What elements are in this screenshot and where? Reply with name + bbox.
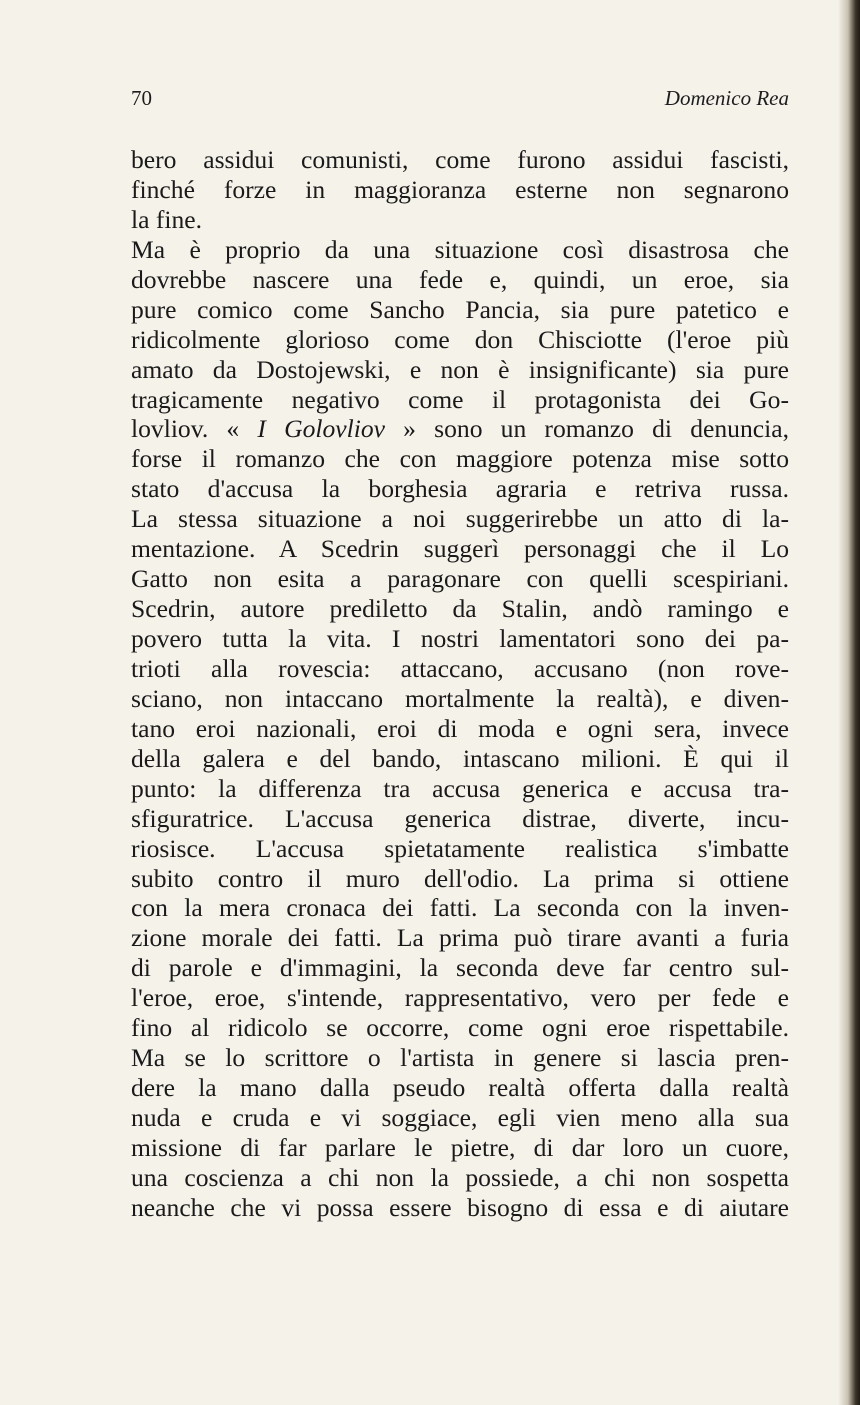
text-line: con la mera cronaca dei fatti. La seconda con la inven- (131, 893, 789, 923)
text-line: zione morale dei fatti. La prima può tirare avanti a furia (131, 923, 789, 953)
text-line: tragicamente negativo come il protagonista dei Go- (131, 384, 789, 414)
text-line: dovrebbe nascere una fede e, quindi, un eroe, sia (131, 264, 789, 294)
book-title: I Golovliov (257, 414, 386, 444)
text-line: sfiguratrice. L'accusa generica distrae, diverte, incu- (131, 803, 789, 833)
text-line: subito contro il muro dell'odio. La prima si ottiene (131, 863, 789, 893)
text-line: Ma è proprio da una situazione così disastrosa che (131, 234, 789, 264)
text-line: l'eroe, eroe, s'intende, rappresentativo, vero per fede e (131, 983, 789, 1013)
text-line: della galera e del bando, intascano milioni. È qui il (131, 743, 789, 773)
text-line: neanche che vi possa essere bisogno di essa e di aiutare (131, 1192, 789, 1222)
text-line: punto: la differenza tra accusa generica e accusa tra- (131, 773, 789, 803)
text-line: La stessa situazione a noi suggerirebbe un atto di la- (131, 504, 789, 534)
text-line: povero tutta la vita. I nostri lamentatori sono dei pa- (131, 624, 789, 653)
text-line: stato d'accusa la borghesia agraria e retriva russa. (131, 474, 789, 504)
text-line: di parole e d'immagini, la seconda deve far centro sul- (131, 953, 789, 983)
text-line: missione di far parlare le pietre, di dar loro un cuore, (131, 1132, 789, 1162)
text-line: una coscienza a chi non la possiede, a chi non sospetta (131, 1162, 789, 1192)
text-line: Scedrin, autore prediletto da Stalin, andò ramingo e (131, 594, 789, 624)
text-line: Gatto non esita a paragonare con quelli scespiriani. (131, 564, 789, 594)
text-line: la fine. (131, 204, 203, 234)
text-line: nuda e cruda e vi soggiace, egli vien meno alla sua (131, 1103, 789, 1132)
text-line: riosisce. L'accusa spietatamente realistica s'imbatte (131, 833, 789, 863)
text-line: bero assidui comunisti, come furono assidui fascisti, (131, 145, 789, 174)
body-text (131, 145, 789, 1223)
text-line: lovliov. « I Golovliov » sono un romanzo di denuncia, (131, 414, 789, 444)
text-line: mentazione. A Scedrin suggerì personaggi che il Lo (131, 534, 789, 564)
text-line: trioti alla rovescia: attaccano, accusano (non rove- (131, 653, 789, 683)
text-line: ridicolmente glorioso come don Chisciotte (l'eroe più (131, 324, 789, 354)
page-header (131, 84, 789, 114)
text-line: fino al ridicolo se occorre, come ogni eroe rispettabile. (131, 1013, 789, 1043)
page-edge-shadow (838, 0, 860, 1405)
page-number: 70 (131, 86, 152, 110)
text-line: tano eroi nazionali, eroi di moda e ogni sera, invece (131, 713, 789, 743)
text-line: pure comico come Sancho Pancia, sia pure patetico e (131, 294, 789, 324)
text-line: Ma se lo scrittore o l'artista in genere si lascia pren- (131, 1043, 789, 1073)
text-line: sciano, non intaccano mortalmente la realtà), e diven- (131, 683, 789, 713)
running-head-author: Domenico Rea (664, 86, 789, 110)
text-line: amato da Dostojewski, e non è insignificante) sia pure (131, 354, 789, 384)
text-line: forse il romanzo che con maggiore potenza mise sotto (131, 444, 789, 474)
text-line: dere la mano dalla pseudo realtà offerta dalla realtà (131, 1073, 789, 1103)
text-line: finché forze in maggioranza esterne non segnarono (131, 174, 789, 204)
